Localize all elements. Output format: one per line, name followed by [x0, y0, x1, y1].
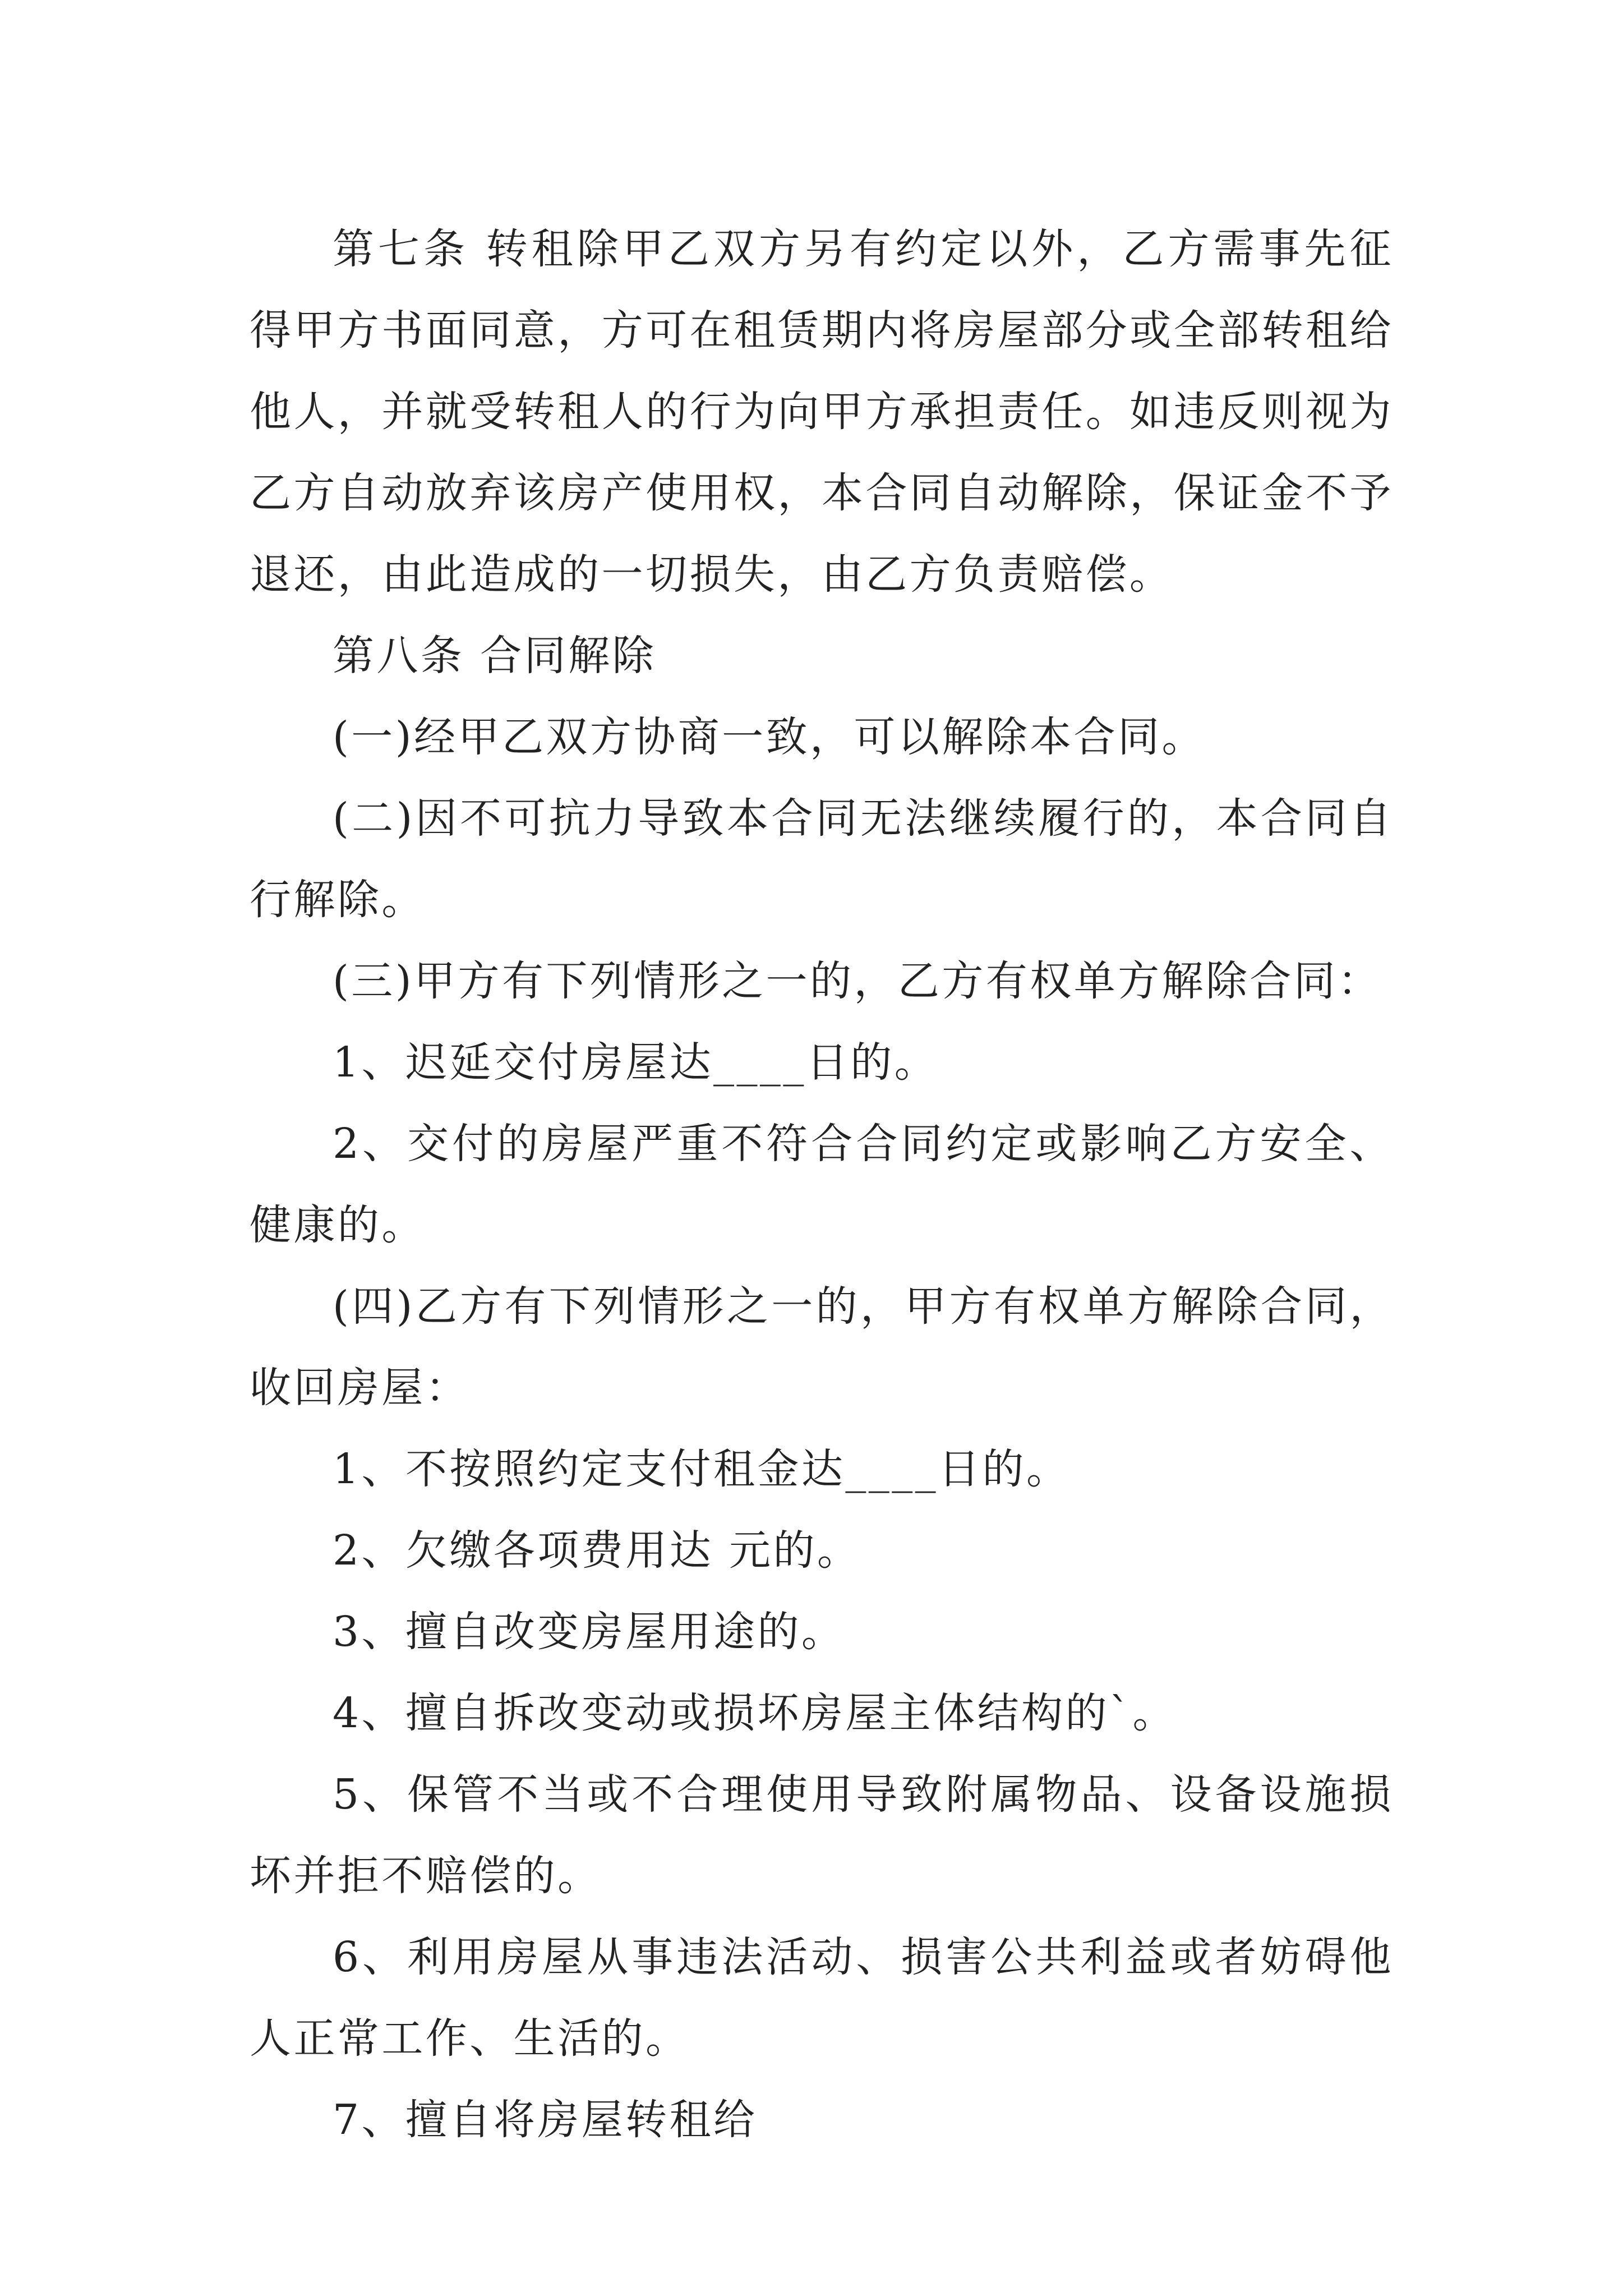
clause-3-item-1: 1、迟延交付房屋达____日的。 — [333, 1038, 939, 1087]
document-body — [250, 209, 1394, 2161]
clause-4-item-1: 1、不按照约定支付租金达____日的。 — [333, 1445, 1071, 1493]
clause-4-item-4: 4、擅自拆改变动或损坏房屋主体结构的`。 — [333, 1689, 1177, 1737]
clause-4-party-a-rights: (四)乙方有下列情形之一的，甲方有权单方解除合同，收回房屋： — [250, 1282, 1394, 1412]
clause-1-mutual-termination: (一)经甲乙双方协商一致，可以解除本合同。 — [333, 713, 1206, 761]
clause-4-item-7: 7、擅自将房屋转租给 — [333, 2096, 758, 2144]
clause-4-item-3: 3、擅自改变房屋用途的。 — [333, 1608, 846, 1656]
clause-3-party-b-rights: (三)甲方有下列情形之一的，乙方有权单方解除合同： — [333, 957, 1382, 1005]
article-8-heading: 第八条 合同解除 — [333, 632, 657, 680]
clause-4-item-6: 6、利用房屋从事违法活动、损害公共利益或者妨碍他人正常工作、生活的。 — [250, 1933, 1394, 2063]
clause-4-item-2: 2、欠缴各项费用达 元的。 — [333, 1526, 861, 1575]
article-7-sublease: 第七条 转租除甲乙双方另有约定以外，乙方需事先征得甲方书面同意，方可在租赁期内将房屋部分或全部转租给他人，并就受转租人的行为向甲方承担责任。如违反则视为乙方自动放弃该房产使用权，本合同自动解除，保证金不予退还，由此造成的一切损失，由乙方负责赔偿。 — [250, 225, 1394, 599]
clause-3-item-2: 2、交付的房屋严重不符合合同约定或影响乙方安全、健康的。 — [250, 1120, 1394, 1249]
clause-2-force-majeure: (二)因不可抗力导致本合同无法继续履行的，本合同自行解除。 — [250, 794, 1394, 924]
clause-4-item-5: 5、保管不当或不合理使用导致附属物品、设备设施损坏并拒不赔偿的。 — [250, 1770, 1394, 1900]
